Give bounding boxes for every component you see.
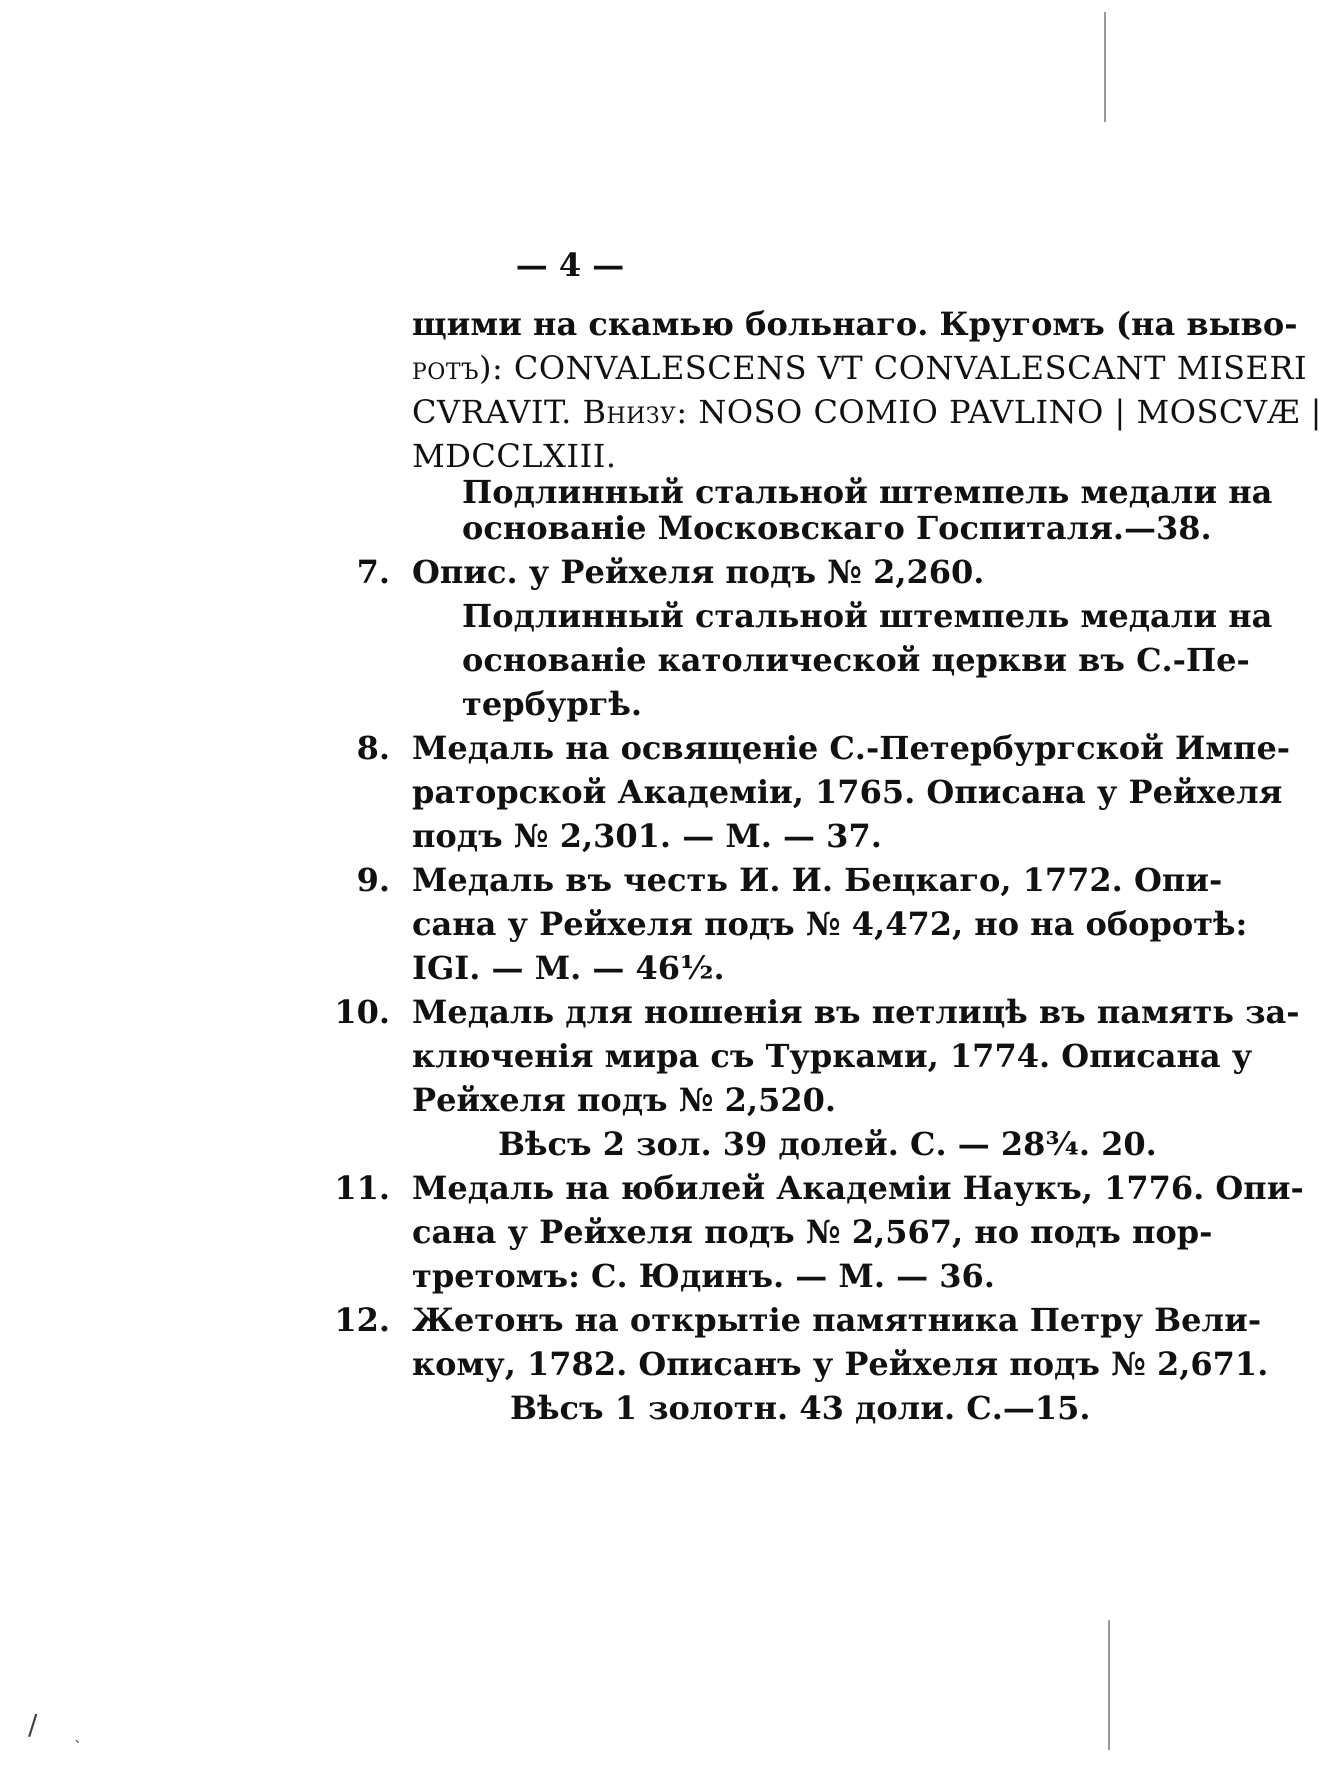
entry-11-line-2: сана у Рейхеля подъ № 2,567, но подъ пор- <box>412 1213 1213 1251</box>
entry-number-11: 11. <box>334 1169 390 1207</box>
continuation-note-line-1: Подлинный стальной штемпель медали на <box>462 473 1273 511</box>
entry-7-note-line-3: тербургѣ. <box>462 685 643 723</box>
continuation-line-3: CVRAVIT. Внизу: NOSO COMIO PAVLINO | MOSCVÆ | <box>412 393 1322 431</box>
stray-mark-bottom-left: / <box>28 1708 38 1741</box>
entry-7-note-line-2: основаніе католической церкви въ С.-Пе- <box>462 641 1250 679</box>
entry-12-weight-line: Вѣсъ 1 золотн. 43 доли. С.—15. <box>510 1389 1091 1427</box>
entry-8-line-1: Медаль на освященіе С.-Петербургской Импе- <box>412 729 1291 767</box>
entry-10-line-2: ключенія мира съ Турками, 1774. Описана у <box>412 1037 1253 1075</box>
entry-number-8: 8. <box>356 729 390 767</box>
scan-edge-line-top <box>1104 12 1106 122</box>
continuation-line-2: ротъ): CONVALESCENS VT CONVALESCANT MISERI <box>412 349 1308 387</box>
entry-10-line-1: Медаль для ношенія въ петлицѣ въ память за- <box>412 993 1300 1031</box>
entry-9-line-3: IGI. — М. — 46½. <box>412 949 725 987</box>
entry-12-line-1: Жетонъ на открытіе памятника Петру Вели- <box>412 1301 1262 1339</box>
entry-number-7: 7. <box>356 553 390 591</box>
page-number: — 4 — <box>515 246 625 284</box>
entry-12-line-2: кому, 1782. Описанъ у Рейхеля подъ № 2,671. <box>412 1345 1269 1383</box>
entry-11-line-3: третомъ: С. Юдинъ. — М. — 36. <box>412 1257 995 1295</box>
entry-9-line-1: Медаль въ честь И. И. Бецкаго, 1772. Опи- <box>412 861 1223 899</box>
continuation-line-4: MDCCLXIII. <box>412 437 617 475</box>
stray-mark-bottom-left-2: ` <box>74 1738 82 1757</box>
continuation-note-line-2: основаніе Московскаго Госпиталя.—38. <box>462 509 1212 547</box>
entry-number-10: 10. <box>334 993 390 1031</box>
entry-number-12: 12. <box>334 1301 390 1339</box>
entry-9-line-2: сана у Рейхеля подъ № 4,472, но на оборотѣ: <box>412 905 1248 943</box>
entry-10-line-3: Рейхеля подъ № 2,520. <box>412 1081 836 1119</box>
entry-7-line-1: Опис. у Рейхеля подъ № 2,260. <box>412 553 985 591</box>
entry-8-line-3: подъ № 2,301. — М. — 37. <box>412 817 882 855</box>
entry-7-note-line-1: Подлинный стальной штемпель медали на <box>462 597 1273 635</box>
entry-10-weight-line: Вѣсъ 2 зол. 39 долей. С. — 28¾. 20. <box>498 1125 1157 1163</box>
continuation-line-1: щими на скамью больнаго. Кругомъ (на выво- <box>412 305 1298 343</box>
scan-edge-line-bottom <box>1108 1620 1110 1750</box>
entry-8-line-2: раторской Академіи, 1765. Описана у Рейхеля <box>412 773 1283 811</box>
entry-number-9: 9. <box>356 861 390 899</box>
entry-11-line-1: Медаль на юбилей Академіи Наукъ, 1776. Опи- <box>412 1169 1304 1207</box>
